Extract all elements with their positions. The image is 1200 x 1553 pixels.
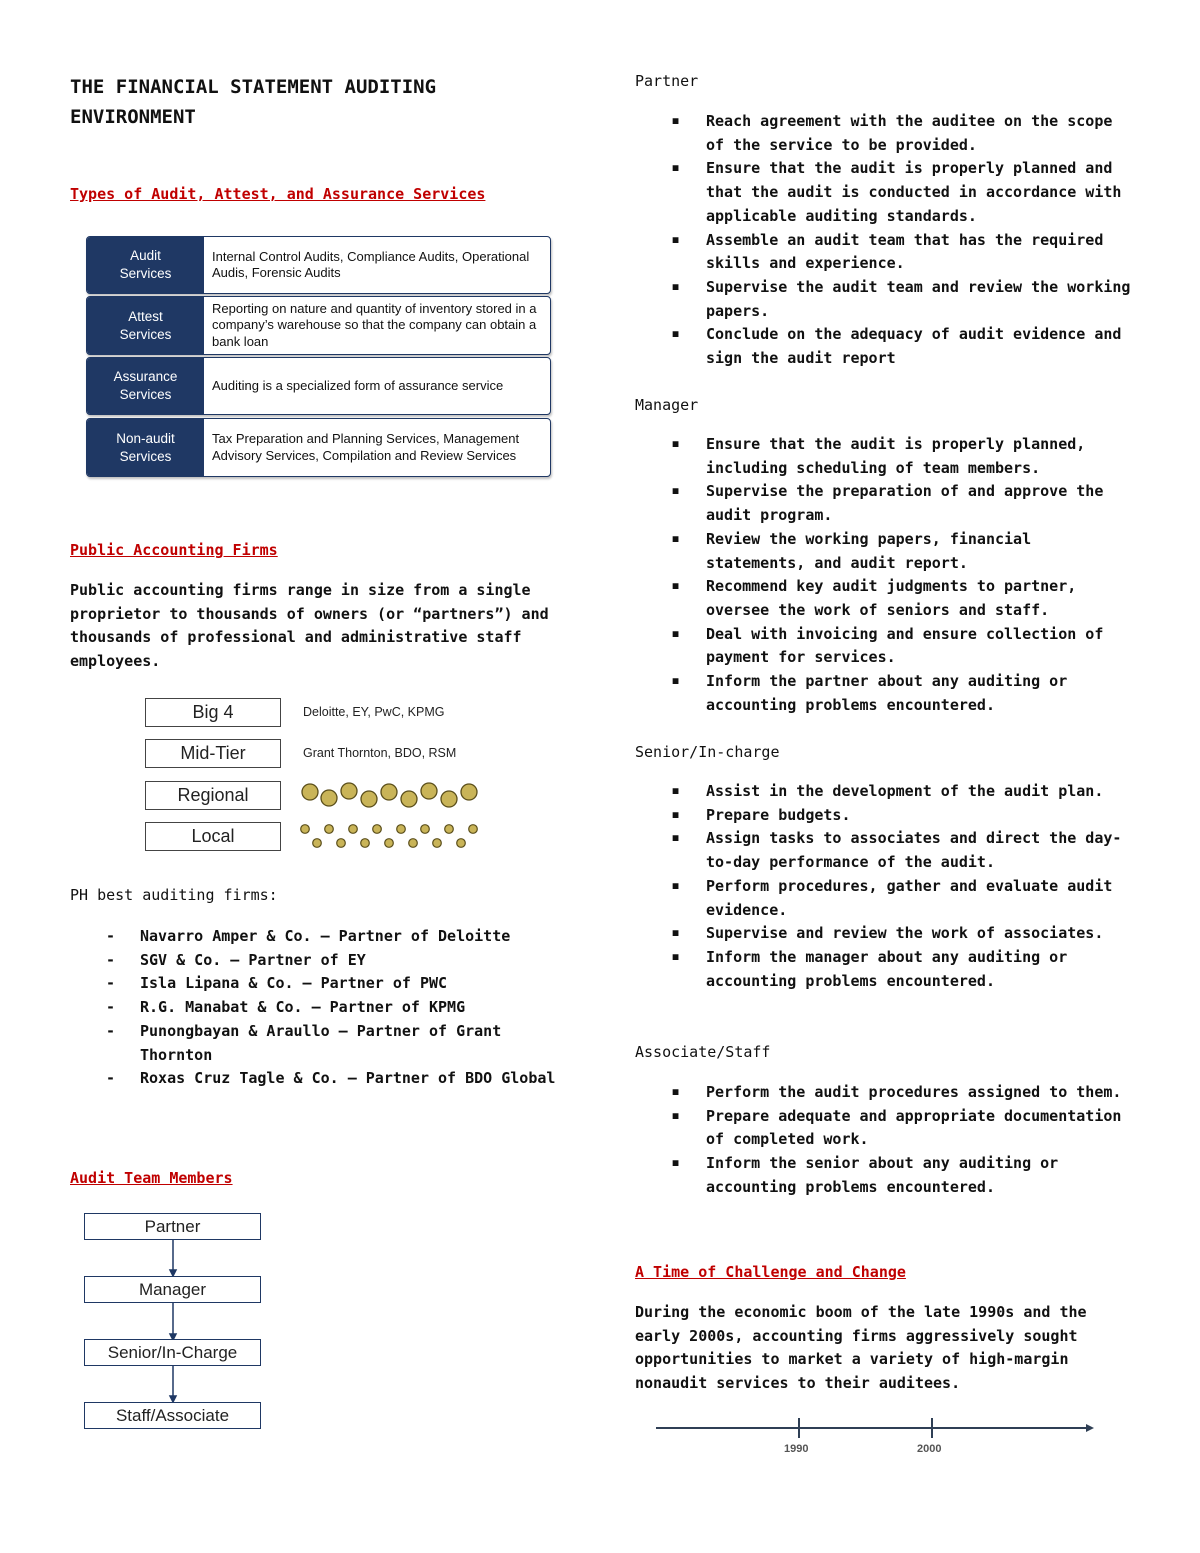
list-item: ▪ Assemble an audit team that has the required skills and experience. [671, 229, 1104, 273]
list-item: ▪ Ensure that the audit is properly planned and that the audit is conducted in accordance with applicable auditing standards. [671, 158, 1122, 225]
service-name: Attest Services [87, 297, 204, 354]
local-firm-dot [421, 825, 430, 834]
page-title: THE FINANCIAL STATEMENT AUDITING ENVIRONMENT [70, 76, 437, 128]
tier-midtier-desc: Grant Thornton, BDO, RSM [303, 746, 457, 760]
regional-firm-dot [381, 784, 397, 800]
list-item: - R.G. Manabat & Co. – Partner of KPMG [106, 998, 466, 1017]
local-firm-dot [325, 825, 334, 834]
partner-duties-list [635, 110, 1135, 371]
role-partner-heading: Partner [635, 72, 699, 90]
service-description: Auditing is a specialized form of assurance service [212, 377, 504, 393]
list-item: ▪ Review the working papers, financial statements, and audit report. [671, 528, 1032, 572]
regional-firm-dot [321, 790, 337, 806]
list-item: - SGV & Co. – Partner of EY [106, 950, 366, 969]
local-firm-dot [361, 839, 370, 848]
challenge-paragraph: During the economic boom of the late 1990s and the early 2000s, accounting firms aggressively sought opportunities to market a variety of high-margin nonaudit services to their auditees. [635, 1303, 1087, 1392]
team-partner: Partner [84, 1213, 261, 1240]
local-firm-dot [313, 839, 322, 848]
regional-firms-dots [296, 778, 486, 814]
list-item: ▪ Reach agreement with the auditee on the scope of the service to be provided. [671, 111, 1113, 154]
team-senior: Senior/In-Charge [84, 1339, 261, 1366]
local-firm-dot [457, 839, 466, 848]
services-row-assurance [86, 357, 551, 415]
list-item: - Punongbayan & Araullo – Partner of Grant Thornton [106, 1021, 502, 1064]
local-firm-dot [301, 825, 310, 834]
list-item: ▪ Inform the senior about any auditing or accounting problems encountered. [671, 1153, 1059, 1196]
list-item: ▪ Prepare budgets. [671, 804, 851, 824]
list-item: ▪ Supervise the preparation of and approve the audit program. [671, 481, 1104, 525]
list-item: ▪ Ensure that the audit is properly planned, including scheduling of team members. [671, 434, 1086, 477]
list-item: ▪ Recommend key audit judgments to partner, oversee the work of seniors and staff. [671, 576, 1077, 619]
local-firm-dot [469, 825, 478, 834]
regional-firm-dot [361, 791, 377, 807]
local-firm-dot [385, 839, 394, 848]
timeline-label-1990: 1990 [784, 1443, 809, 1455]
list-item: ▪ Assist in the development of the audit plan. [671, 781, 1104, 800]
manager-duties-list [635, 433, 1135, 717]
role-manager-heading: Manager [635, 396, 699, 414]
regional-firm-dot [302, 784, 318, 800]
local-firm-dot [409, 839, 418, 848]
local-firm-dot [337, 839, 346, 848]
local-firm-dot [349, 825, 358, 834]
senior-duties-list [635, 780, 1135, 993]
regional-firm-dot [401, 791, 417, 807]
list-item: ▪ Perform the audit procedures assigned to them. [671, 1082, 1122, 1101]
service-description: Reporting on nature and quantity of inventory stored in a company’s warehouse so that the company can obtain a bank loan [212, 300, 537, 349]
regional-firm-dot [441, 791, 457, 807]
service-name: Non-audit Services [87, 419, 204, 476]
tier-local: Local [145, 822, 281, 851]
regional-firm-dot [461, 784, 477, 800]
types-heading: Types of Audit, Attest, and Assurance Services [70, 185, 486, 203]
team-connectors [84, 1238, 264, 1408]
list-item: ▪ Perform procedures, gather and evaluate audit evidence. [671, 875, 1113, 919]
list-item: ▪ Conclude on the adequacy of audit evidence and sign the audit report [671, 324, 1122, 368]
tier-big4: Big 4 [145, 698, 281, 727]
firms-heading: Public Accounting Firms [70, 541, 278, 559]
local-firm-dot [397, 825, 406, 834]
team-staff: Staff/Associate [84, 1402, 261, 1429]
tier-regional: Regional [145, 781, 281, 810]
services-row-nonaudit [86, 418, 551, 477]
services-row-attest [86, 296, 551, 355]
regional-firm-dot [421, 783, 437, 799]
service-name: Audit Services [87, 237, 204, 293]
firms-paragraph: Public accounting firms range in size from a single proprietor to thousands of owners (or “partners”) and thousands of professional and administrative staff employees. [70, 581, 549, 670]
list-item: ▪ Inform the manager about any auditing or accounting problems encountered. [671, 946, 1068, 990]
service-description: Tax Preparation and Planning Services, Management Advisory Services, Compilation and Review Services [212, 431, 520, 463]
team-heading: Audit Team Members [70, 1169, 233, 1187]
ph-heading: PH best auditing firms: [70, 886, 278, 904]
tier-midtier: Mid-Tier [145, 739, 281, 768]
list-item: - Roxas Cruz Tagle & Co. – Partner of BDO Global [106, 1069, 556, 1088]
role-senior-heading: Senior/In-charge [635, 743, 780, 761]
service-description: Internal Control Audits, Compliance Audits, Operational Audis, Forensic Audits [212, 248, 530, 280]
regional-firm-dot [341, 783, 357, 799]
ph-firms-list [70, 925, 570, 1091]
list-item: - Isla Lipana & Co. – Partner of PWC [106, 974, 448, 993]
team-manager: Manager [84, 1276, 261, 1303]
timeline-label-2000: 2000 [917, 1443, 942, 1455]
timeline-axis [650, 1416, 1100, 1444]
list-item: ▪ Deal with invoicing and ensure collection of payment for services. [671, 623, 1104, 667]
local-firm-dot [433, 839, 442, 848]
service-name: Assurance Services [87, 358, 204, 414]
challenge-heading: A Time of Challenge and Change [635, 1263, 906, 1281]
services-row-audit [86, 236, 551, 294]
associate-duties-list [635, 1081, 1135, 1200]
role-associate-heading: Associate/Staff [635, 1043, 771, 1061]
local-firm-dot [445, 825, 454, 834]
list-item: ▪ Prepare adequate and appropriate documentation of completed work. [671, 1105, 1122, 1149]
list-item: ▪ Supervise and review the work of associates. [671, 923, 1104, 943]
list-item: - Navarro Amper & Co. – Partner of Deloitte [106, 927, 511, 945]
local-firms-dots [296, 820, 486, 852]
list-item: ▪ Inform the partner about any auditing or accounting problems encountered. [671, 671, 1068, 714]
list-item: ▪ Assign tasks to associates and direct the day-to-day performance of the audit. [671, 828, 1122, 872]
tier-big4-desc: Deloitte, EY, PwC, KPMG [303, 705, 445, 719]
list-item: ▪ Supervise the audit team and review the working papers. [671, 276, 1131, 320]
local-firm-dot [373, 825, 382, 834]
